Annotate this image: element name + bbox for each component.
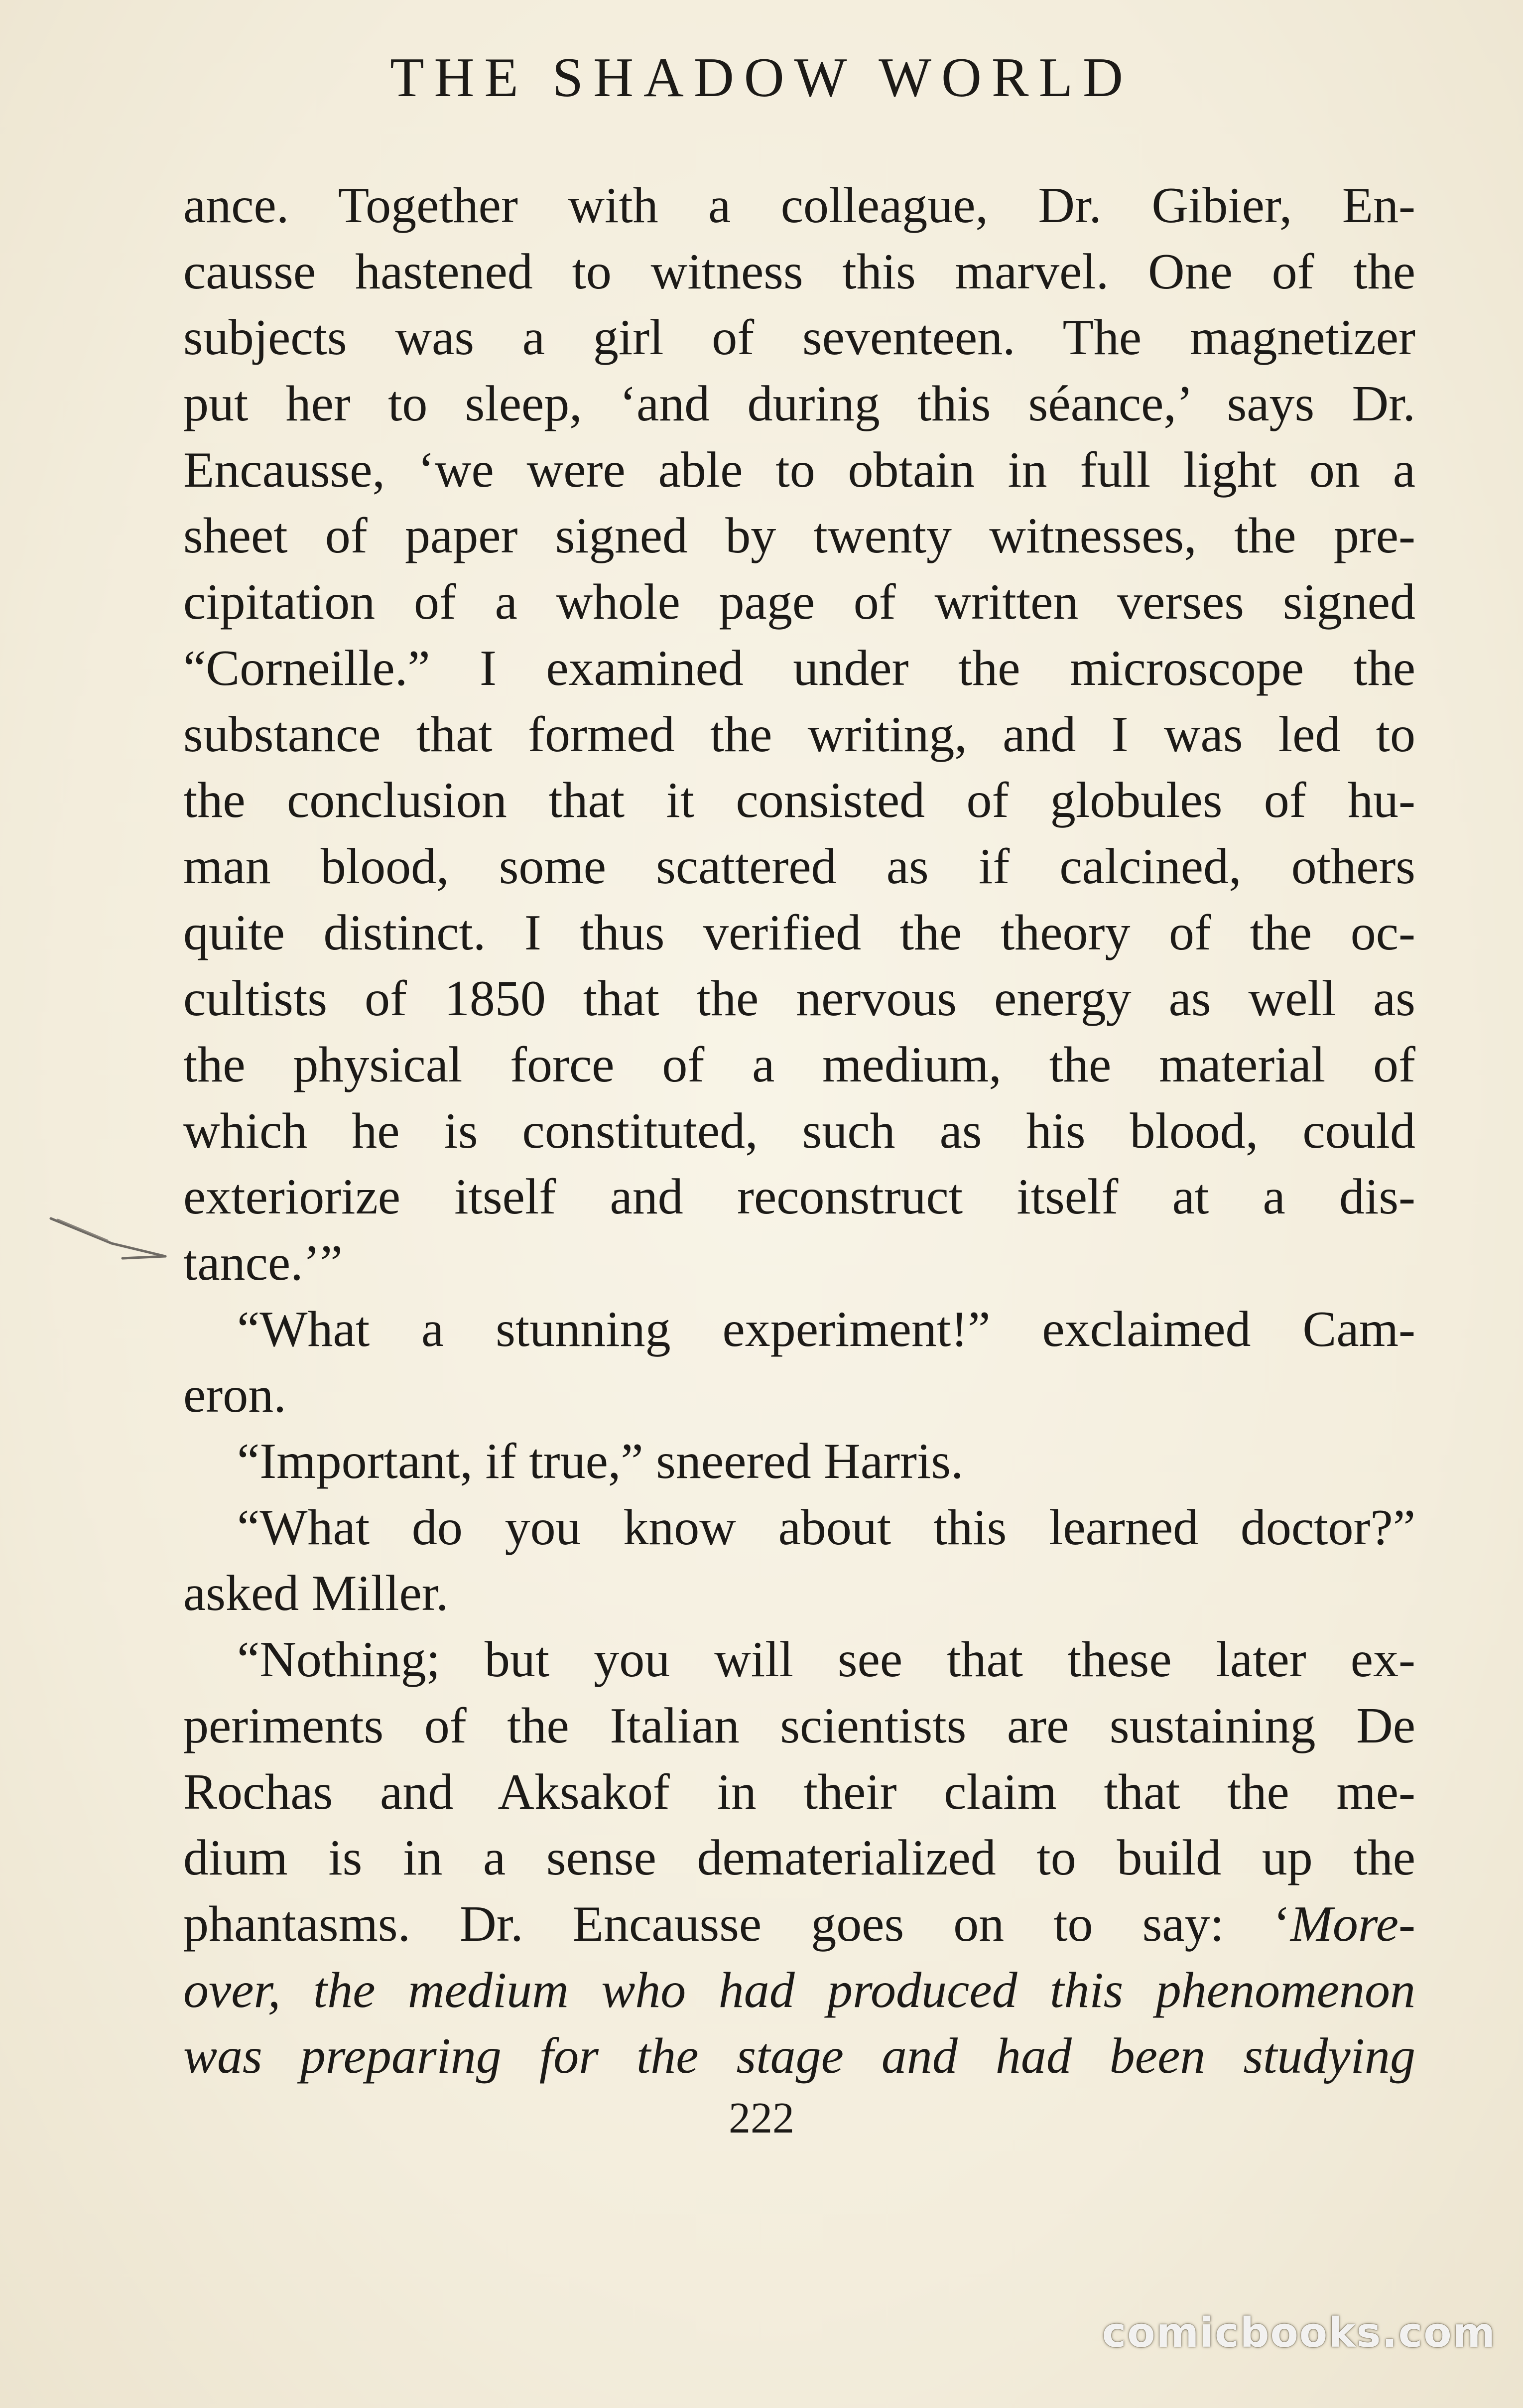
- text-line: “What do you know about this learned doctor?”: [237, 1499, 1415, 1556]
- text-line: the physical force of a medium, the material of: [183, 1036, 1415, 1093]
- text-line: periments of the Italian scientists are sustaining De: [183, 1697, 1415, 1754]
- text-line-italic: More-: [1290, 1895, 1415, 1952]
- text-line: “Corneille.” I examined under the microscope the: [183, 640, 1415, 696]
- text-line: Encausse, ‘we were able to obtain in full light on a: [183, 441, 1415, 498]
- text-line: which he is constituted, such as his blood, could: [183, 1102, 1415, 1159]
- watermark: comicbooks.com: [1102, 2309, 1496, 2357]
- text-line: “What a stunning experiment!” exclaimed Cam-: [237, 1301, 1415, 1357]
- text-line: dium is in a sense dematerialized to build up the: [183, 1830, 1415, 1886]
- text-line: exteriorize itself and reconstruct itself at a dis-: [183, 1169, 1415, 1225]
- text-line: substance that formed the writing, and I was led to: [183, 706, 1415, 763]
- text-line-roman: phantasms. Dr. Encausse goes on to say: ‘: [183, 1895, 1290, 1952]
- text-line: was preparing for the stage and had been studying: [183, 2028, 1415, 2085]
- text-line: “Important, if true,” sneered Harris.: [237, 1433, 964, 1490]
- text-line: put her to sleep, ‘and during this séance,’ says Dr.: [183, 376, 1415, 432]
- text-line: sheet of paper signed by twenty witnesses, the pre-: [183, 508, 1415, 564]
- pencil-arrow-mark-icon: [48, 1204, 167, 1269]
- text-line-mixed: [183, 1891, 1415, 1958]
- text-line: tance.’”: [183, 1235, 343, 1291]
- text-line: causse hastened to witness this marvel. One of the: [183, 243, 1415, 300]
- text-line: the conclusion that it consisted of globules of hu-: [183, 772, 1415, 829]
- text-line: quite distinct. I thus verified the theory of the oc-: [183, 904, 1415, 961]
- text-line: eron.: [183, 1367, 286, 1424]
- text-line: cultists of 1850 that the nervous energy as well as: [183, 970, 1415, 1027]
- body-text: [183, 173, 1415, 2090]
- text-line: “Nothing; but you will see that these later ex-: [237, 1631, 1415, 1688]
- text-line: subjects was a girl of seventeen. The magnetizer: [183, 309, 1415, 366]
- running-head: THE SHADOW WORLD: [390, 47, 1133, 109]
- page-number: 222: [729, 2094, 794, 2142]
- text-line: Rochas and Aksakof in their claim that the me-: [183, 1763, 1415, 1820]
- text-line: cipitation of a whole page of written verses signed: [183, 574, 1415, 631]
- text-line: asked Miller.: [183, 1565, 449, 1622]
- text-line: over, the medium who had produced this phenomenon: [183, 1962, 1415, 2018]
- text-line: ance. Together with a colleague, Dr. Gibier, En-: [183, 177, 1415, 234]
- text-line: man blood, some scattered as if calcined, others: [183, 838, 1415, 895]
